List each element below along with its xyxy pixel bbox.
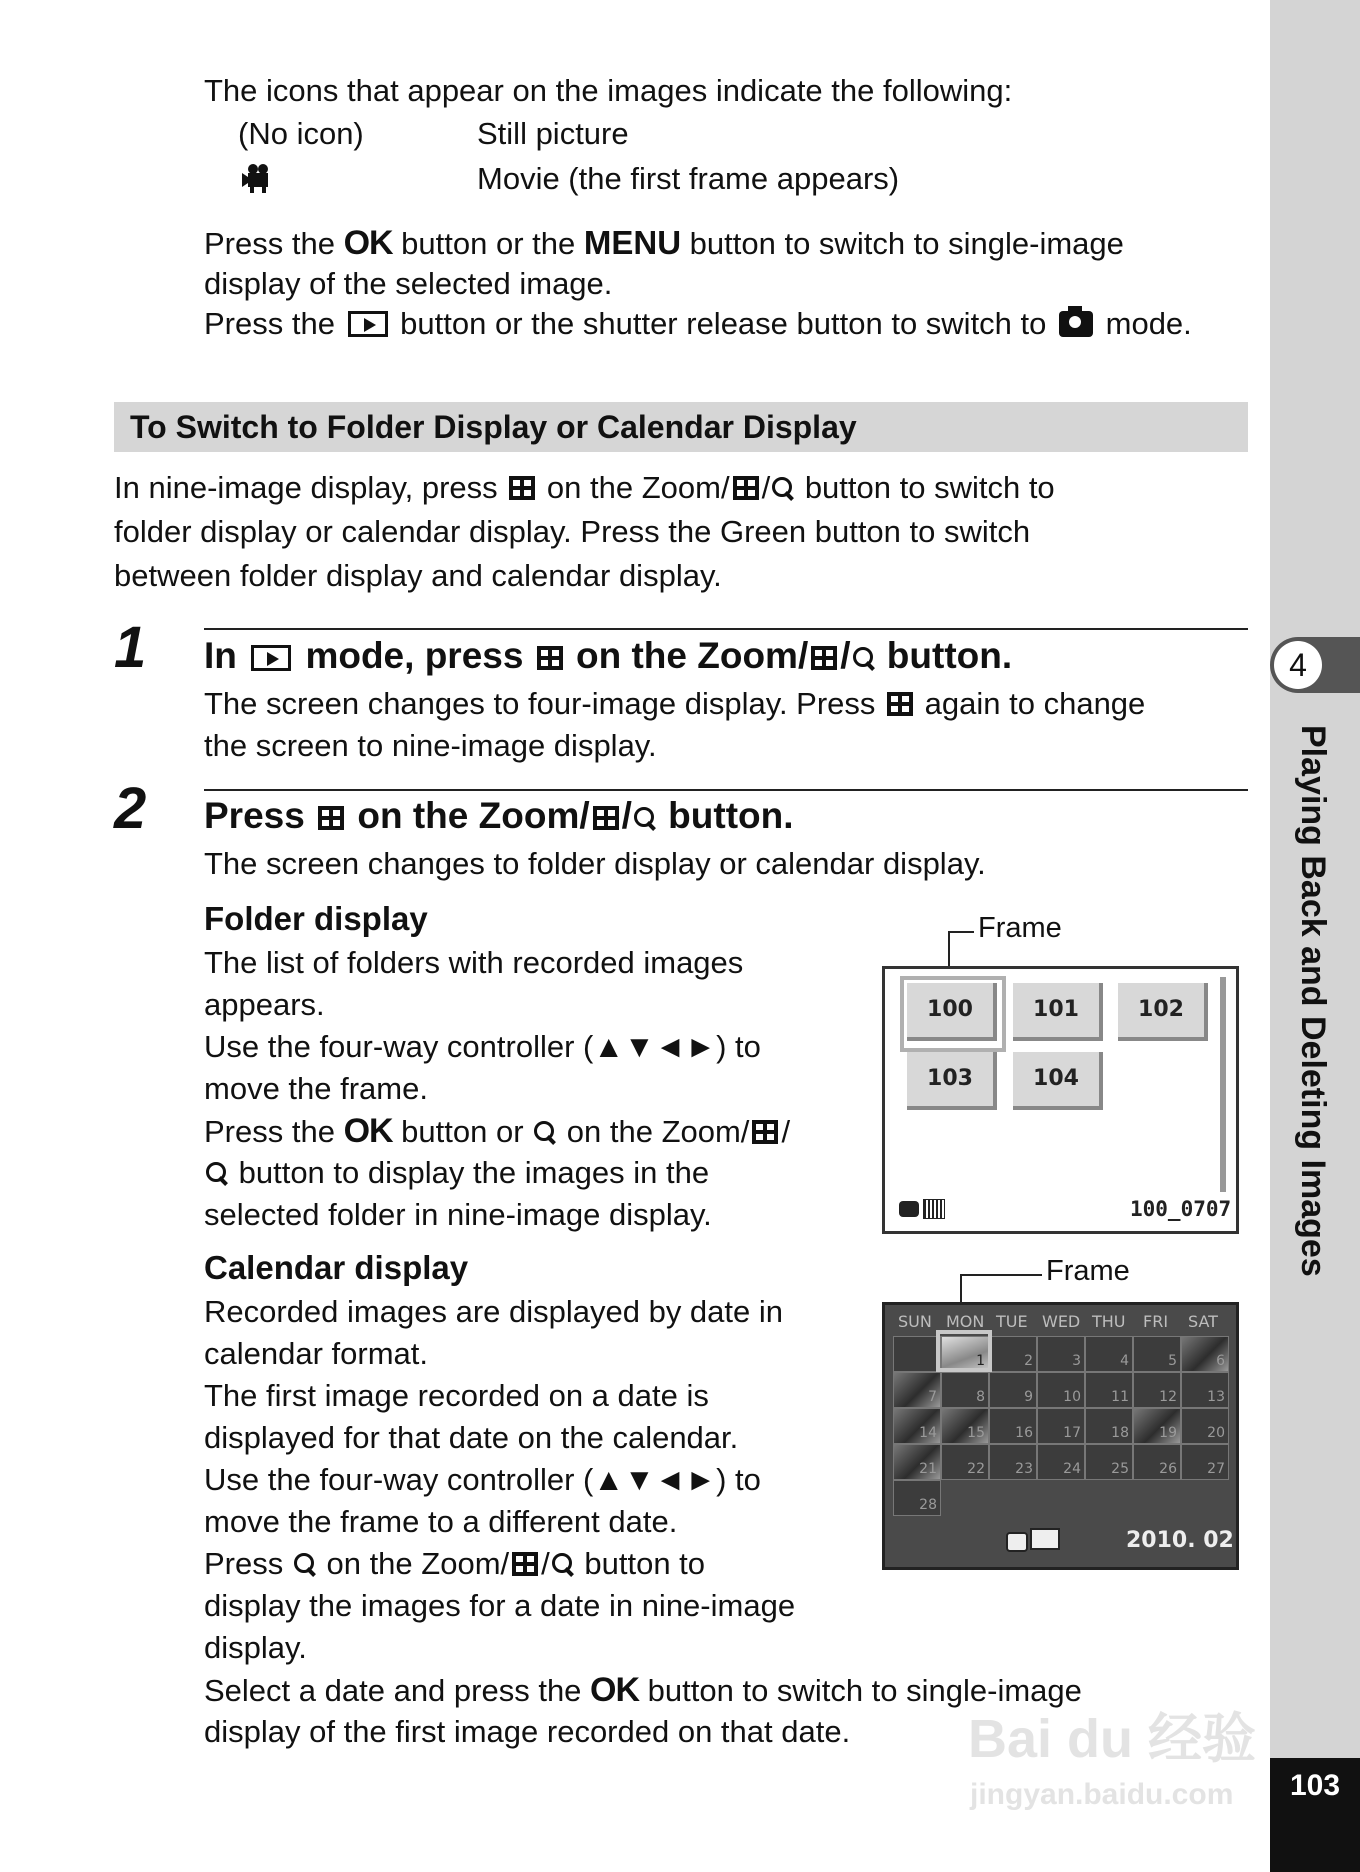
- section-line-1: In nine-image display, press on the Zoom/ / button to switch to: [114, 470, 1055, 505]
- calendar-line-8: display the images for a date in nine-image: [204, 1588, 796, 1623]
- calendar-date-cell[interactable]: 13: [1181, 1372, 1229, 1408]
- chapter-title: Playing Back and Deleting Images: [1294, 725, 1332, 1277]
- magnify-icon: [206, 1160, 228, 1186]
- watermark-url: jingyan.baidu.com: [970, 1778, 1234, 1811]
- step-number-2: 2: [114, 776, 147, 841]
- folder-line-7: selected folder in nine-image display.: [204, 1197, 712, 1232]
- calendar-date-cell[interactable]: 24: [1037, 1444, 1085, 1480]
- calendar-date-cell[interactable]: 26: [1133, 1444, 1181, 1480]
- calendar-selection-frame: [936, 1330, 992, 1372]
- playback-icon: [251, 645, 291, 671]
- thumbnail-icon: [887, 692, 913, 716]
- calendar-line-10: Select a date and press the OK button to switch to single-image: [204, 1671, 1082, 1709]
- folder-100[interactable]: 100: [907, 983, 997, 1041]
- magnify-icon: [552, 1551, 574, 1577]
- calendar-date-cell[interactable]: 5: [1133, 1336, 1181, 1372]
- section-line-3: between folder display and calendar display.: [114, 558, 722, 593]
- calendar-date-cell[interactable]: 1: [941, 1336, 989, 1372]
- ok-button-label: OK: [343, 1112, 393, 1150]
- magnify-icon: [772, 475, 794, 501]
- calendar-date-cell[interactable]: 10: [1037, 1372, 1085, 1408]
- scrollbar[interactable]: [1220, 977, 1226, 1192]
- calendar-line-11: display of the first image recorded on that date.: [204, 1714, 851, 1749]
- intro-para-1b: display of the selected image.: [204, 266, 613, 301]
- frame-callout: Frame: [978, 912, 1062, 944]
- no-icon-label: (No icon): [238, 116, 364, 151]
- calendar-heading: Calendar display: [204, 1249, 469, 1286]
- folder-name: 100_0707: [1130, 1197, 1232, 1221]
- calendar-date-cell[interactable]: 16: [989, 1408, 1037, 1444]
- calendar-grid-icon: [923, 1199, 945, 1219]
- thumbnail-icon: [593, 806, 619, 830]
- calendar-date-cell[interactable]: 7: [893, 1372, 941, 1408]
- folder-line-5: Press the OK button or on the Zoom/ /: [204, 1112, 791, 1150]
- folder-104[interactable]: 104: [1013, 1052, 1103, 1110]
- thumbnail-icon: [537, 646, 563, 670]
- calendar-month: 2010. 02: [1126, 1528, 1234, 1553]
- watermark-logo: Bai du 经验: [968, 1709, 1257, 1769]
- folder-line-6: button to display the images in the: [204, 1152, 709, 1194]
- calendar-date-cell[interactable]: 28: [893, 1480, 941, 1516]
- movie-icon: [240, 163, 274, 193]
- dow-label: WED: [1042, 1312, 1081, 1331]
- calendar-line-2: calendar format.: [204, 1336, 428, 1371]
- calendar-date-cell[interactable]: 19: [1133, 1408, 1181, 1444]
- thumbnail-icon: [752, 1120, 778, 1144]
- thumbnail-icon: [512, 1552, 538, 1576]
- dow-label: TUE: [996, 1312, 1028, 1331]
- calendar-date-cell[interactable]: 27: [1181, 1444, 1229, 1480]
- dow-label: THU: [1092, 1312, 1126, 1331]
- section-line-2: folder display or calendar display. Press the Green button to switch: [114, 514, 1031, 549]
- calendar-date-cell[interactable]: 8: [941, 1372, 989, 1408]
- dow-label: MON: [946, 1312, 985, 1331]
- folder-heading: Folder display: [204, 900, 428, 937]
- calendar-date-cell[interactable]: 11: [1085, 1372, 1133, 1408]
- calendar-line-4: displayed for that date on the calendar.: [204, 1420, 739, 1455]
- callout-line: [948, 931, 974, 933]
- still-picture-desc: Still picture: [477, 116, 629, 151]
- thumbnail-icon: [811, 646, 837, 670]
- folder-102[interactable]: 102: [1118, 983, 1208, 1041]
- calendar-line-3: The first image recorded on a date is: [204, 1378, 709, 1413]
- calendar-date-cell[interactable]: 25: [1085, 1444, 1133, 1480]
- magnify-icon: [534, 1119, 556, 1145]
- magnify-icon: [294, 1551, 316, 1577]
- intro-para-2: Press the button or the shutter release button to switch to mode.: [204, 306, 1192, 341]
- calendar-date-cell[interactable]: 2: [989, 1336, 1037, 1372]
- ok-button-label: OK: [590, 1671, 640, 1709]
- calendar-date-cell[interactable]: 6: [1181, 1336, 1229, 1372]
- calendar-line-1: Recorded images are displayed by date in: [204, 1294, 784, 1329]
- calendar-date-cell[interactable]: 12: [1133, 1372, 1181, 1408]
- thumbnail-icon: [318, 806, 344, 830]
- calendar-date-cell[interactable]: 20: [1181, 1408, 1229, 1444]
- step1-body-1: The screen changes to four-image display. Press again to change: [204, 686, 1146, 721]
- calendar-date-cell[interactable]: 17: [1037, 1408, 1085, 1444]
- frame-callout: Frame: [1046, 1255, 1130, 1287]
- magnify-icon: [853, 645, 875, 671]
- folder-line-2: appears.: [204, 987, 325, 1022]
- step2-heading: Press on the Zoom/ / button.: [204, 795, 794, 836]
- calendar-date-cell[interactable]: 18: [1085, 1408, 1133, 1444]
- section-title: To Switch to Folder Display or Calendar Display: [130, 409, 857, 445]
- intro-para-1: Press the OK button or the MENU button to switch to single-image: [204, 224, 1124, 262]
- folder-line-3: Use the four-way controller (▲▼◄►) to: [204, 1029, 761, 1064]
- playback-icon: [348, 311, 388, 337]
- step2-body: The screen changes to folder display or calendar display.: [204, 846, 986, 881]
- menu-button-label: MENU: [583, 224, 682, 261]
- calendar-date-cell[interactable]: 14: [893, 1408, 941, 1444]
- page-number: 103: [1289, 1769, 1341, 1802]
- step1-rule: [204, 628, 1248, 630]
- folder-display-screen: [882, 966, 1239, 1234]
- dow-label: FRI: [1143, 1312, 1169, 1331]
- calendar-date-cell[interactable]: 21: [893, 1444, 941, 1480]
- thumbnail-icon: [509, 476, 535, 500]
- calendar-date-cell[interactable]: 22: [941, 1444, 989, 1480]
- calendar-line-7: Press on the Zoom/ / button to: [204, 1546, 706, 1581]
- dow-label: SAT: [1188, 1312, 1218, 1331]
- magnify-icon: [634, 805, 656, 831]
- calendar-line-9: display.: [204, 1630, 307, 1665]
- calendar-date-cell[interactable]: 23: [989, 1444, 1037, 1480]
- step2-rule: [204, 789, 1248, 791]
- step1-heading: In mode, press on the Zoom/ / button.: [204, 635, 1013, 676]
- calendar-date-cell[interactable]: 4: [1085, 1336, 1133, 1372]
- chapter-number: 4: [1274, 641, 1322, 689]
- folder-icon: [1030, 1528, 1060, 1550]
- ok-button-label: OK: [343, 224, 393, 262]
- dow-label: SUN: [898, 1312, 932, 1331]
- calendar-date-cell[interactable]: 3: [1037, 1336, 1085, 1372]
- camera-icon: [1059, 311, 1093, 337]
- folder-101[interactable]: 101: [1013, 983, 1103, 1041]
- calendar-date-cell[interactable]: 9: [989, 1372, 1037, 1408]
- calendar-empty-cell: [893, 1336, 941, 1372]
- green-button-icon: [899, 1201, 919, 1217]
- calendar-date-cell[interactable]: 15: [941, 1408, 989, 1444]
- green-button-icon: [1006, 1532, 1028, 1552]
- folder-line-1: The list of folders with recorded images: [204, 945, 744, 980]
- thumbnail-icon: [733, 476, 759, 500]
- folder-line-4: move the frame.: [204, 1071, 428, 1106]
- calendar-line-6: move the frame to a different date.: [204, 1504, 678, 1539]
- callout-line: [960, 1274, 1042, 1276]
- calendar-line-5: Use the four-way controller (▲▼◄►) to: [204, 1462, 761, 1497]
- folder-103[interactable]: 103: [907, 1052, 997, 1110]
- step1-body-2: the screen to nine-image display.: [204, 728, 657, 763]
- movie-desc: Movie (the first frame appears): [477, 161, 900, 196]
- step-number-1: 1: [114, 615, 147, 680]
- intro-line: The icons that appear on the images indicate the following:: [204, 73, 1013, 108]
